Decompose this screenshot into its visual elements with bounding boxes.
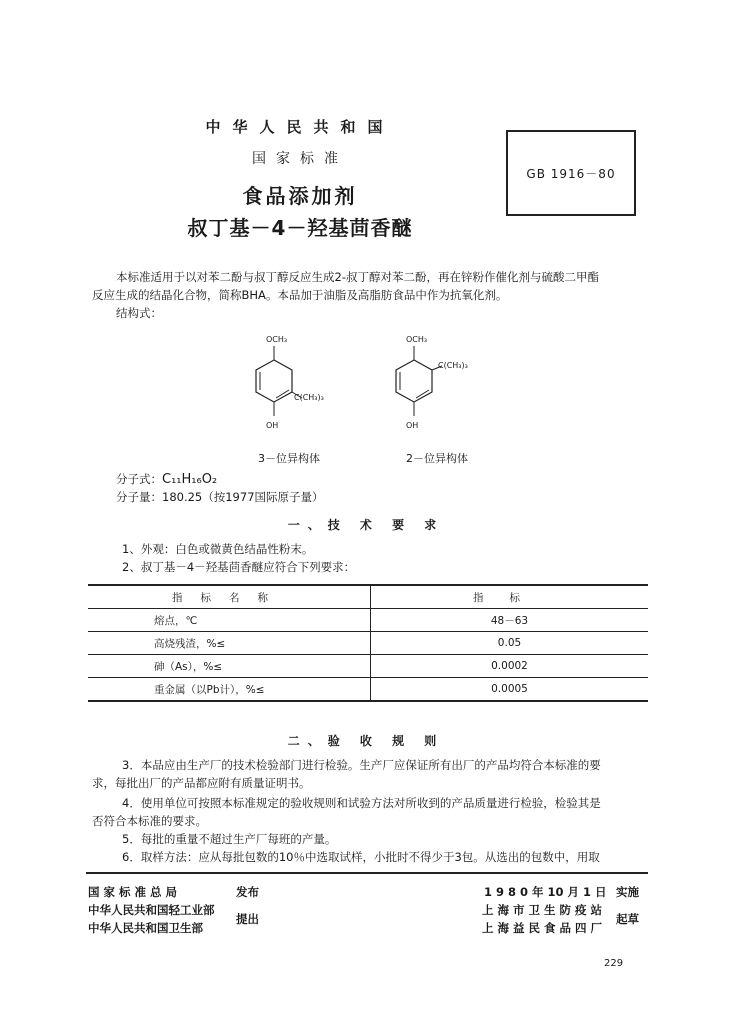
table-row	[88, 678, 648, 702]
molecular-mass-value: 180.25（按1977国际原子量）	[162, 490, 324, 504]
spec-table-header	[88, 585, 648, 609]
propose-verb: 提出	[236, 912, 259, 926]
structure-right-top-group: OCH₃	[406, 335, 428, 344]
issuer-main: 国 家 标 准 总 局	[88, 885, 178, 899]
spec-row-value: 48－63	[371, 609, 649, 632]
structure-left-caption: 3－位异构体	[258, 452, 320, 465]
footer-divider	[86, 872, 648, 874]
clause-4-line-1: 4．使用单位可按照本标准规定的验收规则和试验方法对所收到的产品质量进行检验，检验其是	[122, 796, 601, 810]
issue-verb: 发布	[236, 885, 259, 899]
formula-label: 分子式：	[116, 472, 162, 486]
clause-3-line-1: 3．本品应由生产厂的技术检验部门进行检验。生产厂应保证所有出厂的产品均符合本标准的要	[122, 758, 601, 772]
table-row	[88, 655, 648, 678]
formula-line	[116, 470, 217, 489]
structure-right-side-group: C(CH₃)₃	[438, 361, 468, 370]
implementation-date: 1 9 8 0 年 10 月 1 日	[484, 885, 607, 899]
spec-row-value: 0.05	[371, 632, 649, 655]
intro-line-2: 反应生成的结晶化合物，简称BHA。本品加于油脂及高脂肪食品中作为抗氧化剂。	[92, 288, 508, 302]
structure-left-bottom-group: OH	[266, 421, 279, 430]
standard-type: 国家标准	[252, 151, 348, 167]
structure-left-top-group: OCH₃	[266, 335, 288, 344]
implement-verb: 实施	[616, 885, 639, 899]
table-row	[88, 632, 648, 655]
section-1-title: 一、技 术 要 求	[287, 518, 445, 532]
table-row	[88, 609, 648, 632]
section-2-title: 二、验 收 规 则	[287, 734, 445, 748]
molecular-mass-line	[116, 488, 324, 506]
document-subtitle: 叔丁基－4－羟基茴香醚	[187, 216, 413, 240]
molecular-mass-label: 分子量：	[116, 490, 162, 504]
structure-right-bottom-group: OH	[406, 421, 419, 430]
clause-5: 5．每批的重量不超过生产厂每班的产量。	[122, 832, 337, 846]
standard-code: GB 1916－80	[526, 166, 616, 181]
drafter-epidemic-station: 上 海 市 卫 生 防 疫 站	[482, 903, 603, 917]
spec-row-name: 高烧残渣，%≤	[154, 637, 226, 650]
intro-line-1: 本标准适用于以对苯二酚与叔丁醇反应生成2-叔丁醇对苯二酚，再在锌粉作催化剂与硫酸二甲酯	[116, 270, 599, 284]
document-title: 食品添加剂	[242, 184, 358, 208]
spec-header-name: 指标名称	[172, 591, 286, 604]
draft-verb: 起草	[616, 912, 639, 926]
requirement-item-1: 1、外观：白色或微黄色结晶性粉末。	[122, 542, 314, 556]
spec-row-name: 砷（As），%≤	[154, 660, 223, 673]
spec-row-value: 0.0002	[371, 655, 649, 678]
spec-header-value: 指标	[371, 585, 649, 609]
spec-row-value: 0.0005	[371, 678, 649, 702]
clause-6: 6．取样方法：应从每批包数的10％中选取试样，小批时不得少于3包。从选出的包数中，用取	[122, 850, 600, 864]
formula-value: C₁₁H₁₆O₂	[162, 472, 218, 487]
drafter-food-factory: 上 海 益 民 食 品 四 厂	[482, 921, 603, 935]
structure-3-isomer	[236, 330, 356, 442]
structure-left-side-group: C(CH₃)₃	[294, 393, 324, 402]
spec-row-name: 重金属（以Pb计），%≤	[154, 683, 265, 696]
ministry-light-industry: 中华人民共和国轻工业部	[88, 903, 215, 917]
spec-table	[88, 584, 648, 702]
standard-code-box	[506, 130, 636, 216]
country-title: 中华人民共和国	[205, 118, 395, 136]
clause-3-line-2: 求，每批出厂的产品都应附有质量证明书。	[92, 776, 311, 790]
structure-right-caption: 2－位异构体	[406, 452, 468, 465]
requirement-item-2: 2、叔丁基－4－羟基茴香醚应符合下列要求：	[122, 560, 356, 574]
clause-4-line-2: 否符合本标准的要求。	[92, 814, 207, 828]
ministry-health: 中华人民共和国卫生部	[88, 921, 203, 935]
page-number: 229	[604, 958, 624, 969]
structure-label: 结构式：	[116, 306, 162, 320]
spec-row-name: 熔点，℃	[154, 614, 198, 627]
structure-2-isomer	[384, 330, 504, 442]
